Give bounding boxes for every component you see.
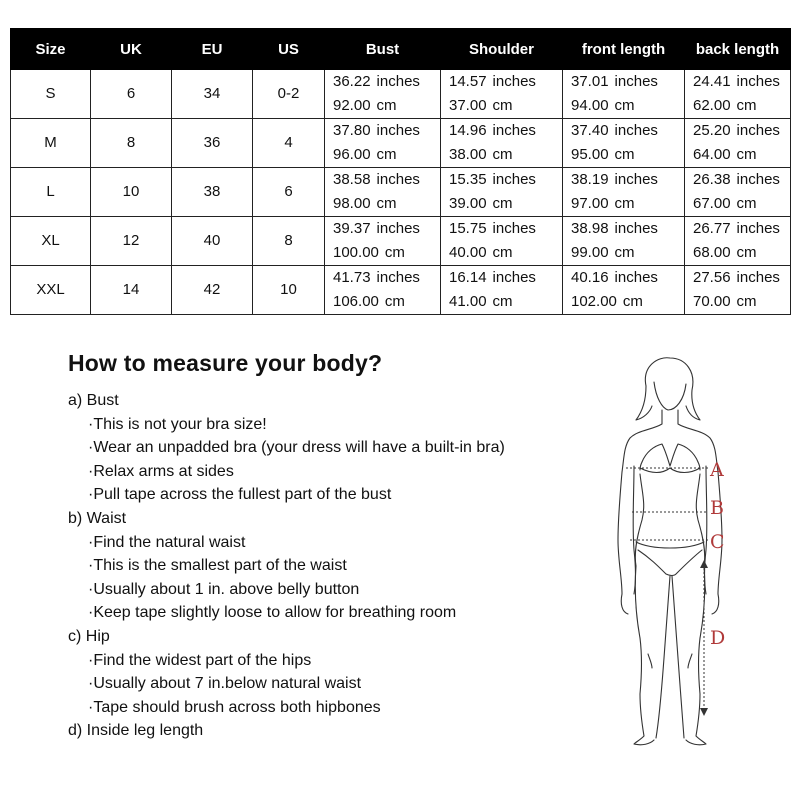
table-row	[11, 168, 791, 193]
bust-in-value: 38.58	[333, 171, 371, 188]
back-length-cm-cell	[685, 241, 791, 266]
unit-label: cm	[492, 293, 513, 310]
unit-label: cm	[384, 293, 405, 310]
size-cell: XXL	[11, 266, 91, 315]
header-back-length: back length	[685, 29, 791, 70]
shoulder-in-cell	[441, 266, 563, 291]
unit-label: inches	[492, 220, 536, 237]
back-length-cm-cell	[685, 143, 791, 168]
unit-label: cm	[736, 293, 757, 310]
shoulder-in-cell	[441, 217, 563, 242]
shoulder-in-value: 14.57	[449, 73, 487, 90]
table-row	[11, 266, 791, 291]
unit-label: inches	[492, 269, 536, 286]
guide-tip: ·Usually about 7 in.below natural waist	[88, 675, 362, 693]
bust-cm-value: 106.00	[333, 293, 379, 310]
back-length-in-cell	[685, 70, 791, 95]
back-length-cm-value: 62.00	[693, 97, 731, 114]
unit-label: inches	[614, 73, 658, 90]
eu-cell: 40	[172, 217, 253, 266]
back-length-cm-value: 67.00	[693, 195, 731, 212]
front-length-in-cell	[563, 217, 685, 242]
unit-label: inches	[614, 171, 658, 188]
guide-title: How to measure your body?	[68, 350, 383, 376]
unit-label: cm	[376, 97, 397, 114]
unit-label: inches	[614, 122, 658, 139]
bust-in-cell	[325, 266, 441, 291]
back-length-cm-cell	[685, 94, 791, 119]
shoulder-in-value: 15.75	[449, 220, 487, 237]
front-length-in-value: 38.98	[571, 220, 609, 237]
bust-in-cell	[325, 119, 441, 144]
front-length-cm-cell	[563, 94, 685, 119]
guide-tip: ·Tape should brush across both hipbones	[88, 698, 381, 716]
table-header-row	[11, 29, 791, 70]
shoulder-in-cell	[441, 70, 563, 95]
front-length-cm-cell	[563, 290, 685, 315]
us-cell: 4	[253, 119, 325, 168]
back-length-cm-value: 70.00	[693, 293, 731, 310]
shoulder-in-cell	[441, 168, 563, 193]
front-length-cm-value: 95.00	[571, 146, 609, 163]
front-length-in-cell	[563, 119, 685, 144]
table-row	[11, 119, 791, 144]
unit-label: inches	[736, 122, 780, 139]
unit-label: cm	[614, 244, 635, 261]
unit-label: inches	[736, 269, 780, 286]
back-length-in-value: 27.56	[693, 269, 731, 286]
shoulder-cm-cell	[441, 290, 563, 315]
unit-label: inches	[614, 220, 658, 237]
us-cell: 8	[253, 217, 325, 266]
size-cell: XL	[11, 217, 91, 266]
body-outline-illustration	[596, 354, 756, 750]
bust-cm-cell	[325, 241, 441, 266]
shoulder-cm-value: 40.00	[449, 244, 487, 261]
front-length-in-cell	[563, 70, 685, 95]
uk-cell: 14	[91, 266, 172, 315]
unit-label: cm	[492, 146, 513, 163]
bust-in-value: 41.73	[333, 269, 371, 286]
unit-label: cm	[736, 146, 757, 163]
unit-label: inches	[376, 220, 420, 237]
unit-label: inches	[492, 73, 536, 90]
back-length-in-value: 26.38	[693, 171, 731, 188]
size-chart-table	[10, 28, 791, 315]
shoulder-cm-cell	[441, 241, 563, 266]
unit-label: cm	[614, 97, 635, 114]
header-shoulder: Shoulder	[441, 29, 563, 70]
bust-in-cell	[325, 168, 441, 193]
us-cell: 10	[253, 266, 325, 315]
bust-cm-value: 96.00	[333, 146, 371, 163]
guide-section-heading: c) Hip	[68, 627, 110, 645]
front-length-in-value: 40.16	[571, 269, 609, 286]
unit-label: cm	[736, 195, 757, 212]
shoulder-in-value: 16.14	[449, 269, 487, 286]
guide-tip: ·Find the widest part of the hips	[88, 651, 312, 669]
shoulder-cm-cell	[441, 143, 563, 168]
back-length-cm-value: 64.00	[693, 146, 731, 163]
guide-section-heading: a) Bust	[68, 392, 119, 409]
back-length-in-cell	[685, 217, 791, 242]
size-cell: L	[11, 168, 91, 217]
unit-label: inches	[736, 220, 780, 237]
guide-section-heading: d) Inside leg length	[68, 722, 204, 740]
guide-tip: ·Usually about 1 in. above belly button	[88, 580, 360, 598]
front-length-cm-cell	[563, 192, 685, 217]
header-size: Size	[11, 29, 91, 70]
unit-label: cm	[492, 244, 513, 261]
unit-label: cm	[736, 244, 757, 261]
shoulder-in-value: 14.96	[449, 122, 487, 139]
size-cell: S	[11, 70, 91, 119]
unit-label: cm	[614, 146, 635, 163]
table-row	[11, 70, 791, 95]
bust-in-value: 36.22	[333, 73, 371, 90]
front-length-in-cell	[563, 168, 685, 193]
uk-cell: 10	[91, 168, 172, 217]
back-length-cm-cell	[685, 192, 791, 217]
front-length-cm-cell	[563, 241, 685, 266]
header-uk: UK	[91, 29, 172, 70]
shoulder-cm-value: 39.00	[449, 195, 487, 212]
figure-label-a: A	[710, 459, 724, 481]
header-bust: Bust	[325, 29, 441, 70]
unit-label: cm	[622, 293, 643, 310]
front-length-cm-value: 97.00	[571, 195, 609, 212]
unit-label: cm	[614, 195, 635, 212]
guide-tip: ·This is the smallest part of the waist	[88, 557, 347, 575]
unit-label: inches	[492, 122, 536, 139]
bust-cm-cell	[325, 94, 441, 119]
us-cell: 6	[253, 168, 325, 217]
us-cell: 0-2	[253, 70, 325, 119]
size-cell: M	[11, 119, 91, 168]
shoulder-cm-cell	[441, 192, 563, 217]
back-length-in-value: 26.77	[693, 220, 731, 237]
guide-tip: ·Wear an unpadded bra (your dress will have a built-in bra)	[88, 439, 505, 457]
guide-tip: ·Find the natural waist	[88, 533, 246, 551]
unit-label: inches	[492, 171, 536, 188]
guide-tip: ·Pull tape across the fullest part of the bust	[88, 486, 392, 504]
header-front-length: front length	[563, 29, 685, 70]
bust-cm-value: 100.00	[333, 244, 379, 261]
uk-cell: 8	[91, 119, 172, 168]
bust-cm-cell	[325, 143, 441, 168]
back-length-in-cell	[685, 266, 791, 291]
guide-section-heading: b) Waist	[68, 509, 127, 527]
eu-cell: 42	[172, 266, 253, 315]
guide-tip: ·Keep tape slightly loose to allow for breathing room	[88, 604, 457, 622]
eu-cell: 34	[172, 70, 253, 119]
uk-cell: 12	[91, 217, 172, 266]
unit-label: cm	[492, 195, 513, 212]
unit-label: inches	[376, 122, 420, 139]
front-length-in-value: 38.19	[571, 171, 609, 188]
eu-cell: 38	[172, 168, 253, 217]
bust-cm-value: 92.00	[333, 97, 371, 114]
body-figure	[596, 354, 756, 750]
bust-in-value: 37.80	[333, 122, 371, 139]
front-length-cm-value: 99.00	[571, 244, 609, 261]
unit-label: inches	[376, 171, 420, 188]
shoulder-cm-value: 41.00	[449, 293, 487, 310]
header-eu: EU	[172, 29, 253, 70]
guide-tip: ·Relax arms at sides	[88, 462, 234, 480]
eu-cell: 36	[172, 119, 253, 168]
bust-cm-cell	[325, 290, 441, 315]
bust-in-cell	[325, 217, 441, 242]
shoulder-cm-value: 37.00	[449, 97, 487, 114]
unit-label: inches	[614, 269, 658, 286]
shoulder-in-cell	[441, 119, 563, 144]
bust-cm-value: 98.00	[333, 195, 371, 212]
back-length-cm-value: 68.00	[693, 244, 731, 261]
back-length-in-cell	[685, 119, 791, 144]
front-length-cm-value: 94.00	[571, 97, 609, 114]
unit-label: cm	[376, 195, 397, 212]
measure-guide	[68, 389, 568, 743]
unit-label: cm	[492, 97, 513, 114]
front-length-in-value: 37.40	[571, 122, 609, 139]
table-row	[11, 217, 791, 242]
figure-label-b: B	[710, 497, 724, 519]
bust-in-value: 39.37	[333, 220, 371, 237]
figure-label-c: C	[710, 531, 725, 553]
front-length-in-cell	[563, 266, 685, 291]
back-length-in-cell	[685, 168, 791, 193]
unit-label: inches	[376, 73, 420, 90]
back-length-in-value: 24.41	[693, 73, 731, 90]
uk-cell: 6	[91, 70, 172, 119]
header-us: US	[253, 29, 325, 70]
unit-label: cm	[376, 146, 397, 163]
back-length-in-value: 25.20	[693, 122, 731, 139]
guide-tip: ·This is not your bra size!	[88, 415, 267, 433]
back-length-cm-cell	[685, 290, 791, 315]
shoulder-in-value: 15.35	[449, 171, 487, 188]
unit-label: inches	[376, 269, 420, 286]
table-body	[11, 70, 791, 315]
front-length-in-value: 37.01	[571, 73, 609, 90]
shoulder-cm-cell	[441, 94, 563, 119]
front-length-cm-value: 102.00	[571, 293, 617, 310]
shoulder-cm-value: 38.00	[449, 146, 487, 163]
figure-label-d: D	[710, 627, 726, 649]
bust-cm-cell	[325, 192, 441, 217]
unit-label: cm	[736, 97, 757, 114]
bust-in-cell	[325, 70, 441, 95]
front-length-cm-cell	[563, 143, 685, 168]
unit-label: cm	[384, 244, 405, 261]
unit-label: inches	[736, 73, 780, 90]
unit-label: inches	[736, 171, 780, 188]
